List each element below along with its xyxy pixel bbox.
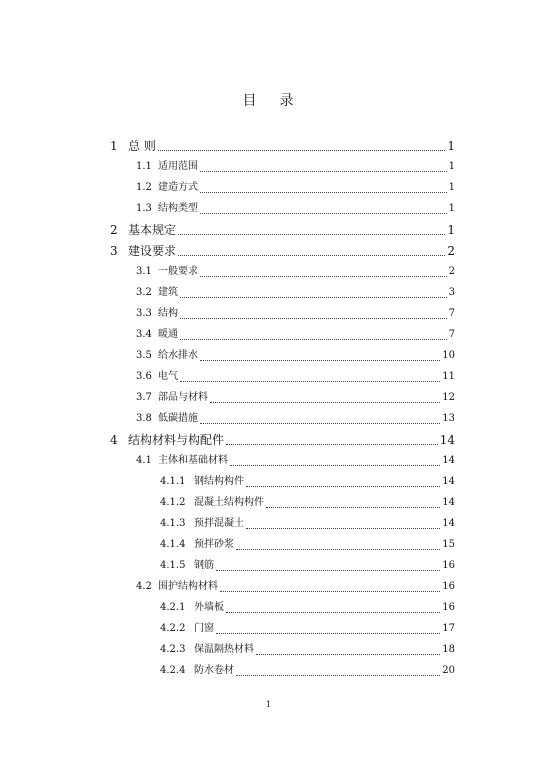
toc-entry[interactable]	[136, 304, 455, 324]
toc-entry[interactable]	[136, 367, 455, 387]
toc-leader-dots	[158, 149, 446, 151]
toc-leader-dots	[226, 443, 438, 445]
toc-leader-dots	[200, 212, 447, 214]
toc-entry-page: 1	[448, 161, 455, 172]
toc-entry-number: 4.1.1	[160, 476, 186, 487]
toc-entry-page: 18	[442, 644, 455, 655]
toc-leader-dots	[180, 380, 440, 382]
toc-entry-label: 电气	[158, 371, 178, 382]
toc-entry-label: 结构类型	[158, 203, 198, 214]
toc-entry[interactable]	[136, 346, 455, 366]
toc-entry-label: 钢结构构件	[194, 476, 244, 487]
toc-leader-dots	[236, 548, 440, 550]
toc-entry[interactable]	[136, 262, 455, 282]
toc-entry-number: 3.2	[136, 287, 152, 298]
toc-title	[0, 90, 537, 110]
toc-leader-dots	[230, 464, 440, 466]
toc-entry-number: 4.1.5	[160, 560, 186, 571]
toc-entry-page: 7	[448, 308, 455, 319]
toc-entry-number: 3.5	[136, 350, 152, 361]
toc-leader-dots	[178, 233, 445, 235]
toc-entry-page: 16	[442, 602, 455, 613]
toc-entry-page: 1	[447, 223, 455, 237]
toc-entry-label: 外墙板	[194, 602, 224, 613]
toc-leader-dots	[216, 569, 440, 571]
toc-entry[interactable]	[136, 409, 455, 429]
toc-entry-label: 结构材料与构配件	[128, 433, 225, 447]
toc-leader-dots	[200, 191, 447, 193]
toc-entry[interactable]	[160, 556, 455, 576]
toc-entry-label: 门窗	[194, 623, 214, 634]
toc-entry-number: 3.1	[136, 266, 152, 277]
toc-leader-dots	[200, 422, 440, 424]
toc-entry-page: 13	[442, 413, 455, 424]
toc-entry-page: 14	[442, 476, 455, 487]
toc-entry-page: 14	[442, 455, 455, 466]
toc-leader-dots	[220, 590, 440, 592]
toc-leader-dots	[266, 506, 440, 508]
toc-entry[interactable]	[136, 283, 455, 303]
toc-entry-page: 7	[448, 329, 455, 340]
toc-entry[interactable]	[136, 325, 455, 345]
toc-entry-number: 2	[110, 223, 118, 237]
toc-entry[interactable]	[160, 514, 455, 534]
toc-entry[interactable]	[136, 577, 455, 597]
toc-entry-label: 一般要求	[158, 266, 198, 277]
toc-entry-number: 1.3	[136, 203, 152, 214]
toc-entry-label: 主体和基础材料	[158, 455, 228, 466]
toc-leader-dots	[180, 338, 447, 340]
toc-entry-number: 4.1.2	[160, 497, 186, 508]
toc-entry-label: 预拌砂浆	[194, 539, 234, 550]
toc-entry-number: 3.7	[136, 392, 152, 403]
toc-title-char: 录	[279, 93, 295, 109]
toc-entry-number: 1	[110, 139, 118, 153]
toc-leader-dots	[180, 296, 447, 298]
toc-entry-number: 3	[110, 244, 118, 258]
toc-entry[interactable]	[136, 451, 455, 471]
toc-entry-page: 20	[442, 665, 455, 676]
toc-entry-label: 保温隔热材料	[194, 644, 254, 655]
toc-leader-dots	[180, 317, 447, 319]
toc-entry-number: 4.2.1	[160, 602, 186, 613]
toc-entry[interactable]	[160, 535, 455, 555]
toc-entry[interactable]	[160, 661, 455, 681]
toc-entry-number: 4.2.3	[160, 644, 186, 655]
toc-entry-number: 1.2	[136, 182, 152, 193]
page-number: 1	[265, 700, 272, 709]
toc-entry-label: 适用范围	[158, 161, 198, 172]
toc-entry-page: 15	[442, 539, 455, 550]
toc-entry-page: 1	[448, 203, 455, 214]
toc-entry[interactable]	[160, 619, 455, 639]
toc-entry-label: 钢筋	[194, 560, 214, 571]
toc-title-char: 目	[242, 93, 258, 109]
toc-entry[interactable]	[110, 136, 455, 156]
toc-leader-dots	[256, 653, 440, 655]
toc-leader-dots	[246, 485, 440, 487]
toc-entry-label: 暖通	[158, 329, 178, 340]
toc-entry[interactable]	[136, 157, 455, 177]
toc-entry-number: 4.2.4	[160, 665, 186, 676]
toc-entry-label: 部品与材料	[158, 392, 208, 403]
toc-entry-page: 2	[448, 266, 455, 277]
toc-entry[interactable]	[160, 472, 455, 492]
toc-entry-number: 3.8	[136, 413, 152, 424]
toc-entry[interactable]	[136, 388, 455, 408]
toc-entry-label: 基本规定	[128, 223, 177, 237]
toc-entry[interactable]	[160, 640, 455, 660]
toc-entry[interactable]	[160, 598, 455, 618]
toc-entry-number: 3.6	[136, 371, 152, 382]
toc-entry-label: 总 则	[128, 139, 156, 153]
toc-leader-dots	[200, 359, 440, 361]
toc-entry-label: 防水卷材	[194, 665, 234, 676]
toc-entry-page: 14	[442, 518, 455, 529]
toc-entry-page: 17	[442, 623, 455, 634]
toc-entry-page: 12	[442, 392, 455, 403]
toc-entry-page: 14	[439, 433, 455, 447]
toc-entry-number: 3.3	[136, 308, 152, 319]
toc-entry-page: 10	[442, 350, 455, 361]
toc-leader-dots	[200, 275, 447, 277]
toc-entry[interactable]	[110, 430, 455, 450]
toc-leader-dots	[246, 527, 440, 529]
toc-entry[interactable]	[160, 493, 455, 513]
toc-entry-page: 16	[442, 560, 455, 571]
toc-leader-dots	[216, 632, 440, 634]
toc-entry-number: 4.1	[136, 455, 152, 466]
toc-entry[interactable]	[136, 178, 455, 198]
toc-entry-number: 1.1	[136, 161, 152, 172]
toc-entry-label: 建造方式	[158, 182, 198, 193]
toc-entry-label: 低碳措施	[158, 413, 198, 424]
toc-entry[interactable]	[136, 199, 455, 219]
toc-entry-page: 3	[448, 287, 455, 298]
toc-entry[interactable]	[110, 241, 455, 261]
toc-entry-page: 16	[442, 581, 455, 592]
toc-entry-page: 1	[447, 139, 455, 153]
toc-entry-label: 结构	[158, 308, 178, 319]
toc-entry-number: 4	[110, 433, 118, 447]
toc-entry-number: 4.1.3	[160, 518, 186, 529]
toc-leader-dots	[226, 611, 440, 613]
toc-leader-dots	[210, 401, 440, 403]
toc-entry-number: 4.2	[136, 581, 152, 592]
toc-entry-page: 11	[442, 371, 455, 382]
toc-leader-dots	[178, 254, 445, 256]
toc-entry-label: 给水排水	[158, 350, 198, 361]
toc-entry-label: 混凝土结构构件	[194, 497, 264, 508]
toc-entry-page: 1	[448, 182, 455, 193]
toc-entry-label: 预拌混凝土	[194, 518, 244, 529]
toc-leader-dots	[236, 674, 440, 676]
toc-entry-number: 3.4	[136, 329, 152, 340]
toc-entry-page: 14	[442, 497, 455, 508]
toc-entry-label: 围护结构材料	[158, 581, 218, 592]
toc-entry-label: 建筑	[158, 287, 178, 298]
toc-leader-dots	[200, 170, 447, 172]
toc-entry[interactable]	[110, 220, 455, 240]
toc-entry-label: 建设要求	[128, 244, 177, 258]
toc-entry-number: 4.2.2	[160, 623, 186, 634]
toc-entry-number: 4.1.4	[160, 539, 186, 550]
toc-entry-page: 2	[447, 244, 455, 258]
